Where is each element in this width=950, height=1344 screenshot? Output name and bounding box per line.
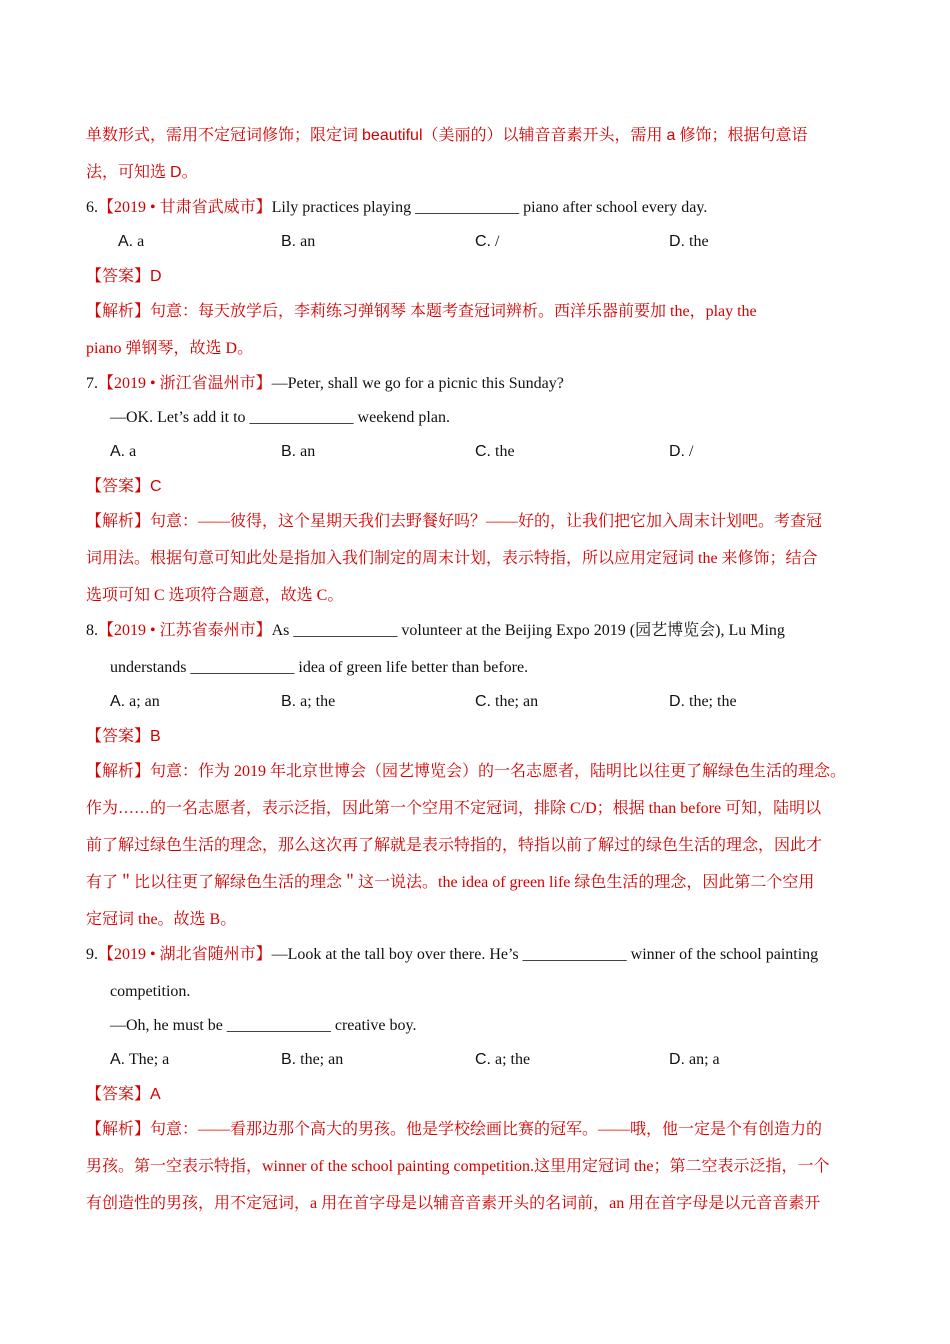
answer-label: 【答案】 <box>86 1086 151 1103</box>
question-text: —Peter, shall we go for a picnic this Sunday? <box>271 375 564 392</box>
answer-label: 【答案】 <box>86 478 151 495</box>
question-number: 7. <box>86 375 98 392</box>
intro-text: 单数形式，需用不定冠词修饰；限定词 <box>86 127 363 144</box>
option-a <box>118 231 144 253</box>
answer-label: 【答案】 <box>86 728 151 745</box>
option-c <box>475 691 538 713</box>
analysis-label: 【解析】 <box>86 513 151 530</box>
analysis-8-line-5 <box>86 909 870 931</box>
analysis-7-line-2 <box>86 548 870 570</box>
option-text: the; an <box>491 693 539 710</box>
option-label: B. <box>281 233 297 250</box>
option-label: C. <box>475 443 491 460</box>
question-text: —Look at the tall boy over there. He’s _____________ winner of the school painting <box>271 946 819 963</box>
option-label: A. <box>110 693 126 710</box>
option-text: the <box>491 443 515 460</box>
analysis-label: 【解析】 <box>86 1121 151 1138</box>
question-source: 【2019 • 浙江省温州市】 <box>98 375 272 392</box>
option-a <box>110 1049 169 1071</box>
analysis-7-line-3 <box>86 585 870 607</box>
option-text: / <box>491 233 500 250</box>
analysis-text: 作为……的一名志愿者，表示泛指，因此第一个空用不定冠词，排除 C/D；根据 than before 可知，陆明以 <box>86 800 822 817</box>
option-label: D. <box>669 693 685 710</box>
option-b <box>281 441 315 463</box>
question-number: 6. <box>86 199 98 216</box>
option-label: B. <box>281 443 297 460</box>
question-9-stem <box>86 944 870 966</box>
analysis-text: 选项可知 C 选项符合题意，故选 C。 <box>86 587 344 604</box>
answer-8 <box>86 726 870 748</box>
analysis-text: 前了解过绿色生活的理念，那么这次再了解就是表示特指的，特指以前了解过的绿色生活的理念，因此才 <box>86 837 823 854</box>
analysis-9-line-1 <box>86 1119 870 1141</box>
option-c <box>475 231 499 253</box>
question-9-stem-3 <box>110 1015 870 1037</box>
analysis-label: 【解析】 <box>86 303 151 320</box>
analysis-9-line-3 <box>86 1193 870 1215</box>
question-7-stem-2 <box>110 407 870 429</box>
analysis-text: 有了＂比以往更了解绿色生活的理念＂这一说法。the idea of green life 绿色生活的理念，因此第二个空用 <box>86 874 815 891</box>
question-text: understands _____________ idea of green life better than before. <box>110 659 529 676</box>
option-label: C. <box>475 233 491 250</box>
answer-value: D <box>150 268 162 285</box>
option-d <box>669 231 709 253</box>
analysis-9-line-2 <box>86 1156 870 1178</box>
analysis-text: 句意：——彼得，这个星期天我们去野餐好吗？——好的，让我们把它加入周末计划吧。考查冠 <box>150 513 823 530</box>
intro-text: 。 <box>181 164 198 181</box>
question-8-stem <box>86 620 870 642</box>
option-text: the <box>685 233 709 250</box>
option-text: an <box>296 443 316 460</box>
option-label: A. <box>110 1051 126 1068</box>
question-text: —Oh, he must be _____________ creative boy. <box>110 1017 417 1034</box>
analysis-text: 句意：每天放学后，李莉练习弹钢琴 本题考查冠词辨析。西洋乐器前要加 the，play the <box>150 303 757 320</box>
question-text: As _____________ volunteer at the Beijing Expo 2019 (园艺博览会), Lu Ming <box>271 622 785 639</box>
analysis-6-line-2 <box>86 338 870 360</box>
answer-value: B <box>150 728 161 745</box>
option-text: the; an <box>296 1051 344 1068</box>
option-text: a <box>133 233 145 250</box>
question-number: 9. <box>86 946 98 963</box>
option-label: A. <box>110 443 126 460</box>
option-text: a; the <box>491 1051 531 1068</box>
analysis-8-line-4 <box>86 872 870 894</box>
analysis-text: 有创造性的男孩，用不定冠词，a 用在首字母是以辅音音素开头的名词前，an 用在首字母是以元音音素开 <box>86 1195 821 1212</box>
question-7-stem <box>86 373 870 395</box>
analysis-8-line-3 <box>86 835 870 857</box>
option-a <box>110 441 136 463</box>
option-text: the; the <box>685 693 737 710</box>
option-b <box>281 1049 343 1071</box>
question-text: —OK. Let’s add it to _____________ weekend plan. <box>110 409 450 426</box>
intro-line-1 <box>86 125 870 147</box>
option-b <box>281 691 335 713</box>
option-text: a; the <box>296 693 336 710</box>
analysis-text: piano 弹钢琴，故选 D。 <box>86 340 254 357</box>
option-label: B. <box>281 693 297 710</box>
analysis-text: 男孩。第一空表示特指，winner of the school painting competition.这里用定冠词 the；第二空表示泛指，一个 <box>86 1158 830 1175</box>
intro-keyword: D <box>170 164 182 181</box>
option-b <box>281 231 315 253</box>
answer-7 <box>86 476 870 498</box>
option-label: B. <box>281 1051 297 1068</box>
question-text: competition. <box>110 983 191 1000</box>
question-number: 8. <box>86 622 98 639</box>
option-label: C. <box>475 693 491 710</box>
option-label: C. <box>475 1051 491 1068</box>
analysis-6-line-1 <box>86 301 870 323</box>
question-9-stem-2 <box>110 981 870 1003</box>
intro-line-2 <box>86 162 870 184</box>
option-text: The; a <box>125 1051 170 1068</box>
option-text: / <box>685 443 694 460</box>
question-6-stem <box>86 197 870 219</box>
intro-text: 修饰；根据句意语 <box>675 127 808 144</box>
option-c <box>475 441 515 463</box>
question-source: 【2019 • 甘肃省武威市】 <box>98 199 272 216</box>
option-c <box>475 1049 530 1071</box>
question-source: 【2019 • 湖北省随州市】 <box>98 946 272 963</box>
intro-keyword: a <box>666 127 676 144</box>
answer-value: A <box>150 1086 161 1103</box>
option-d <box>669 691 737 713</box>
option-label: D. <box>669 443 685 460</box>
option-label: A. <box>118 233 134 250</box>
option-d <box>669 1049 720 1071</box>
option-text: an <box>296 233 316 250</box>
intro-text: 法，可知选 <box>86 164 171 181</box>
analysis-8-line-2 <box>86 798 870 820</box>
analysis-text: 句意：作为 2019 年北京世博会（园艺博览会）的一名志愿者，陆明比以往更了解绿色生活的理念。 <box>150 763 847 780</box>
intro-text: （美丽的）以辅音音素开头，需用 <box>422 127 667 144</box>
analysis-text: 词用法。根据句意可知此处是指加入我们制定的周末计划，表示特指，所以应用定冠词 the 来修饰；结合 <box>86 550 818 567</box>
analysis-text: 句意：——看那边那个高大的男孩。他是学校绘画比赛的冠军。——哦，他一定是个有创造力的 <box>150 1121 823 1138</box>
intro-keyword: beautiful <box>362 127 423 144</box>
option-a <box>110 691 160 713</box>
question-source: 【2019 • 江苏省泰州市】 <box>98 622 272 639</box>
analysis-text: 定冠词 the。故选 B。 <box>86 911 237 928</box>
analysis-label: 【解析】 <box>86 763 151 780</box>
analysis-8-line-1 <box>86 761 870 783</box>
answer-6 <box>86 266 870 288</box>
answer-value: C <box>150 478 162 495</box>
question-8-stem-2 <box>110 657 870 679</box>
option-d <box>669 441 693 463</box>
answer-label: 【答案】 <box>86 268 151 285</box>
option-label: D. <box>669 233 685 250</box>
option-text: a <box>125 443 137 460</box>
answer-9 <box>86 1084 870 1106</box>
option-text: a; an <box>125 693 160 710</box>
question-text: Lily practices playing _____________ piano after school every day. <box>271 199 708 216</box>
analysis-7-line-1 <box>86 511 870 533</box>
option-text: an; a <box>685 1051 720 1068</box>
option-label: D. <box>669 1051 685 1068</box>
